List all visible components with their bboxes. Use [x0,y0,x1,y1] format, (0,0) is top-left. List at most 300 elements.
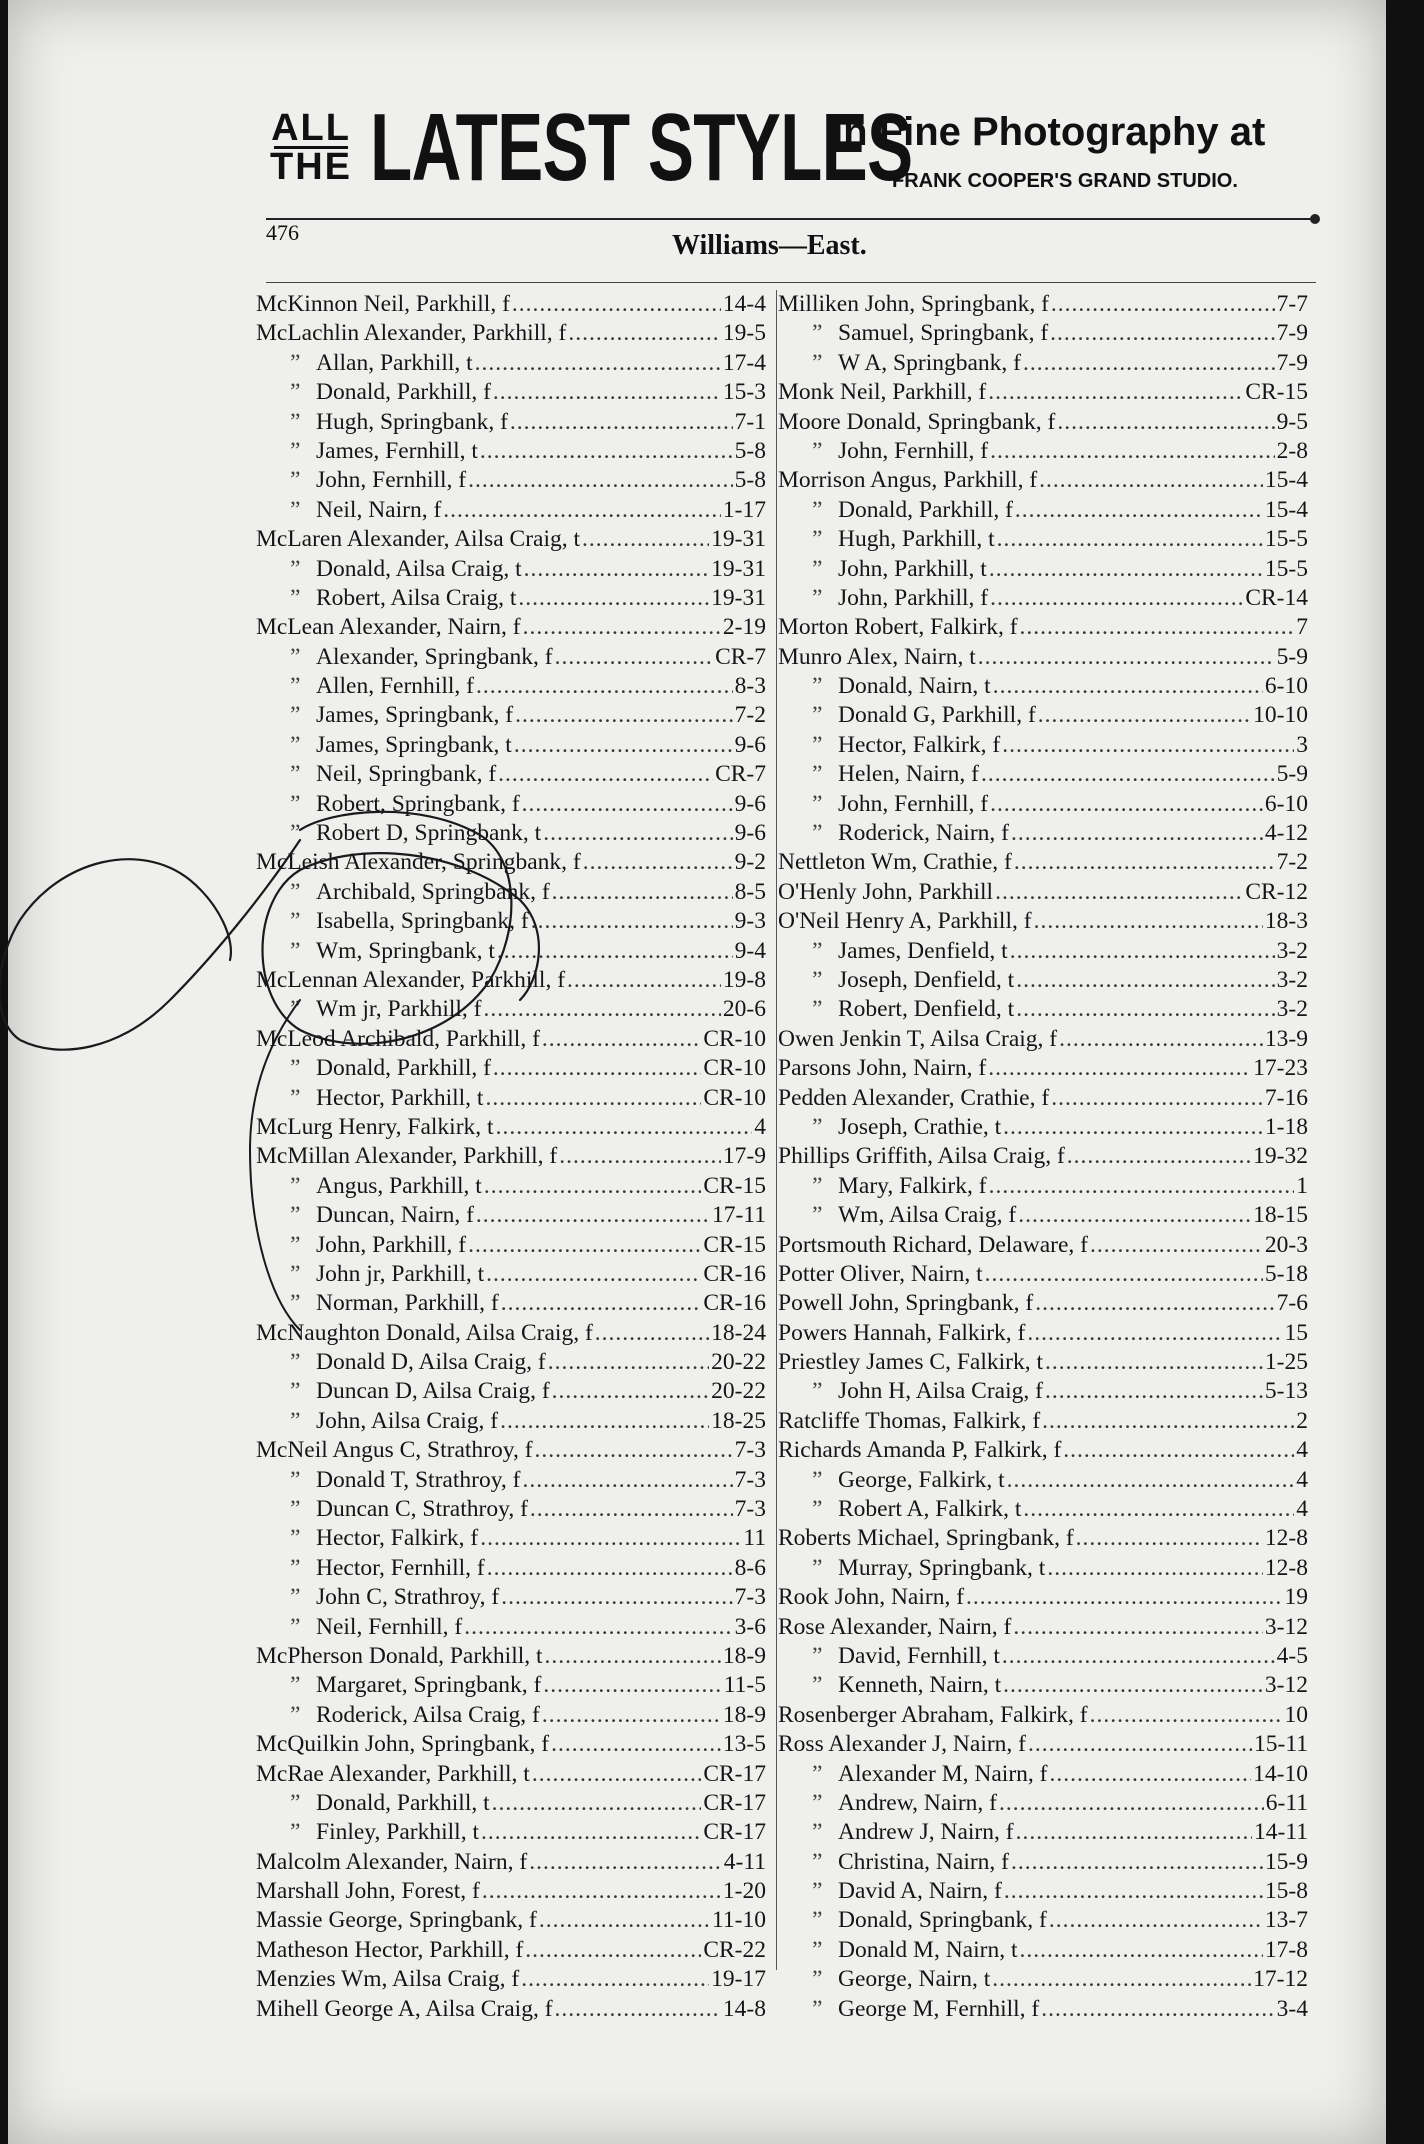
leader-dots [1003,1671,1263,1700]
entry-name: Donald, Parkhill, f [316,1055,491,1082]
entry-reference: 1-20 [722,1878,766,1905]
ditto-mark: ” [290,379,301,406]
directory-entry [256,1760,766,1789]
entry-name: Andrew, Nairn, f [838,1789,998,1816]
leader-dots [464,1613,732,1642]
entry-name: Donald G, Parkhill, f [838,702,1036,729]
directory-entry [256,1583,766,1612]
ditto-mark: ” [812,731,823,758]
directory-entry [778,760,1308,789]
directory-entry [256,1613,766,1642]
ditto-mark: ” [812,702,823,729]
ditto-mark: ” [290,1055,301,1082]
directory-entry [778,408,1308,437]
ditto-mark: ” [812,1878,823,1905]
entry-name: Andrew J, Nairn, f [838,1819,1014,1846]
entry-reference: 11-5 [723,1672,766,1699]
leader-dots [583,848,733,877]
entry-reference: 15-9 [1264,1848,1308,1875]
leader-dots [1090,1231,1263,1260]
leader-dots [1014,848,1275,877]
directory-entry [778,1818,1308,1847]
directory-entry [256,525,766,554]
entry-name: George, Falkirk, t [838,1466,1005,1493]
entry-name: Rose Alexander, Nairn, f [778,1613,1012,1640]
entry-reference: 2 [1296,1407,1308,1434]
directory-entry [778,290,1308,319]
leader-dots [475,349,721,378]
leader-dots [1034,907,1263,936]
ditto-mark: ” [812,1496,823,1523]
directory-entry [256,1054,766,1083]
entry-name: Isabella, Springbank, f [316,908,529,935]
directory-entry [778,1877,1308,1906]
leader-dots [1003,1113,1263,1142]
ditto-mark: ” [812,320,823,347]
entry-reference: 3-2 [1276,937,1308,964]
entry-name: George, Nairn, t [838,1966,991,1993]
entry-reference: 18-9 [722,1701,766,1728]
entry-name: John, Ailsa Craig, f [316,1407,499,1434]
entry-name: McQuilkin John, Springbank, f [256,1731,550,1758]
entry-name: Duncan, Nairn, f [316,1202,474,1229]
ditto-mark: ” [290,496,301,523]
leader-dots [512,290,721,319]
entry-name: Malcolm Alexander, Nairn, f [256,1848,528,1875]
ditto-mark: ” [290,1202,301,1229]
ditto-mark: ” [290,1819,301,1846]
entry-name: McLean Alexander, Nairn, f [256,614,521,641]
leader-dots [1023,1495,1294,1524]
leader-dots [476,1201,710,1230]
leader-dots [1042,1407,1294,1436]
entry-reference: 15-11 [1254,1731,1308,1758]
entry-reference: 9-2 [734,849,766,876]
directory-entry [256,1818,766,1847]
ditto-mark: ” [290,1466,301,1493]
leader-dots [1016,995,1274,1024]
directory-entry [256,1936,766,1965]
directory-entry [256,1701,766,1730]
entry-reference: 9-4 [734,937,766,964]
entry-name: Powers Hannah, Falkirk, f [778,1319,1026,1346]
ditto-mark: ” [290,1613,301,1640]
leader-dots [487,1554,733,1583]
entry-reference: CR-17 [703,1819,766,1846]
directory-entry [778,1789,1308,1818]
entry-name: John C, Strathroy, f [316,1584,500,1611]
left-column [256,290,766,2024]
leader-dots [1050,319,1275,348]
entry-name: Kenneth, Nairn, t [838,1672,1002,1699]
entry-name: McLennan Alexander, Parkhill, f [256,966,566,993]
ditto-mark: ” [812,1995,823,2022]
entry-name: O'Neil Henry A, Parkhill, f [778,908,1032,935]
directory-entry [256,408,766,437]
entry-name: Owen Jenkin T, Ailsa Craig, f [778,1025,1058,1052]
directory-entry [256,1348,766,1377]
leader-dots [555,1995,721,2024]
entry-name: Robert, Denfield, t [838,996,1015,1023]
entry-reference: CR-10 [703,1084,766,1111]
leader-dots [1059,1025,1263,1054]
directory-entry [256,1172,766,1201]
entry-reference: CR-15 [703,1172,766,1199]
ditto-mark: ” [290,1584,301,1611]
directory-entry [256,466,766,495]
leader-dots [1010,937,1275,966]
directory-entry [256,584,766,613]
ditto-mark: ” [290,1525,301,1552]
directory-entry [778,937,1308,966]
entry-name: McLeod Archibald, Parkhill, f [256,1025,540,1052]
entry-reference: 15-4 [1264,496,1308,523]
leader-dots [523,1466,733,1495]
leader-dots [493,1054,701,1083]
directory-entry [256,878,766,907]
leader-dots [990,437,1275,466]
entry-name: Wm, Ailsa Craig, f [838,1202,1017,1229]
entry-reference: 20-22 [711,1349,766,1376]
directory-entry [778,907,1308,936]
entry-name: John, Parkhill, t [838,555,987,582]
entry-name: John, Fernhill, f [838,437,989,464]
entry-name: Donald, Parkhill, f [316,379,491,406]
leader-dots [518,584,709,613]
entry-name: Neil, Fernhill, f [316,1613,463,1640]
leader-dots [992,1965,1251,1994]
entry-reference: CR-16 [703,1260,766,1287]
ditto-mark: ” [290,790,301,817]
entry-name: Pedden Alexander, Crathie, f [778,1084,1050,1111]
entry-reference: 9-6 [734,790,766,817]
leader-dots [532,1760,702,1789]
entry-name: Richards Amanda P, Falkirk, f [778,1437,1062,1464]
leader-dots [492,1789,702,1818]
directory-entry [778,1554,1308,1583]
directory-entry [778,1995,1308,2024]
ditto-mark: ” [812,1760,823,1787]
entry-reference: 18-3 [1264,908,1308,935]
ditto-mark: ” [812,1966,823,1993]
ditto-mark: ” [290,408,301,435]
entry-name: McNeil Angus C, Strathroy, f [256,1437,533,1464]
entry-reference: 7-6 [1276,1290,1308,1317]
directory-entry [778,701,1308,730]
leader-dots [1027,1319,1282,1348]
entry-name: John, Fernhill, f [838,790,989,817]
entry-reference: 1-17 [722,496,766,523]
entry-name: W A, Springbank, f [838,349,1021,376]
directory-entry [256,1906,766,1935]
leader-dots [552,1377,710,1406]
entry-name: Marshall John, Forest, f [256,1878,480,1905]
directory-entry [256,1466,766,1495]
ditto-mark: ” [290,584,301,611]
leader-dots [1018,1201,1251,1230]
directory-entry [778,966,1308,995]
leader-dots [966,1583,1282,1612]
entry-reference: 17-11 [712,1202,766,1229]
entry-reference: 7-9 [1276,349,1308,376]
entry-reference: CR-12 [1245,878,1308,905]
directory-entry [778,1965,1308,1994]
leader-dots [531,907,733,936]
entry-name: Neil, Springbank, f [316,761,497,788]
entry-reference: 5-18 [1264,1260,1308,1287]
directory-entry [256,496,766,525]
entry-reference: 7-16 [1264,1084,1308,1111]
entry-name: Duncan C, Strathroy, f [316,1496,528,1523]
entry-name: James, Denfield, t [838,937,1008,964]
page-number: 476 [266,220,299,245]
ditto-mark: ” [290,1231,301,1258]
entry-reference: 6-10 [1264,673,1308,700]
entry-reference: 15-4 [1264,467,1308,494]
ditto-mark: ” [290,1672,301,1699]
entry-name: Donald, Nairn, t [838,673,991,700]
entry-name: James, Springbank, t [316,731,512,758]
directory-entry [778,584,1308,613]
entry-reference: 5-8 [734,467,766,494]
entry-reference: 3-2 [1276,996,1308,1023]
ditto-mark: ” [812,996,823,1023]
leader-dots [1039,466,1263,495]
leader-dots [514,731,733,760]
leader-dots [548,1348,709,1377]
entry-reference: 9-6 [734,820,766,847]
entry-reference: 10-10 [1253,702,1308,729]
column-head-rule [266,282,1316,283]
column-divider [776,290,777,1970]
leader-dots [1035,1289,1274,1318]
entry-reference: 14-10 [1253,1760,1308,1787]
entry-reference: 6-11 [1265,1789,1308,1816]
header-rule [266,218,1316,220]
leader-dots [1023,349,1275,378]
leader-dots [523,613,721,642]
entry-reference: 6-10 [1264,790,1308,817]
directory-entry [778,1319,1308,1348]
entry-reference: 18-15 [1253,1202,1308,1229]
directory-entry [256,1025,766,1054]
directory-entry [778,378,1308,407]
entry-name: Wm jr, Parkhill, f [316,996,482,1023]
directory-entry [778,995,1308,1024]
leader-dots [1051,1084,1263,1113]
entry-reference: 19 [1284,1584,1308,1611]
entry-reference: 3-12 [1264,1613,1308,1640]
leader-dots [582,525,709,554]
ditto-mark: ” [290,820,301,847]
entry-name: Archibald, Springbank, f [316,878,550,905]
entry-name: O'Henly John, Parkhill [778,878,994,905]
entry-name: Powell John, Springbank, f [778,1290,1034,1317]
directory-entry [256,290,766,319]
entry-name: George M, Fernhill, f [838,1995,1040,2022]
leader-dots [1045,1348,1263,1377]
leader-dots [985,1260,1263,1289]
entry-reference: CR-15 [703,1231,766,1258]
directory-entry [778,848,1308,877]
entry-reference: CR-7 [715,643,766,670]
leader-dots [484,1172,702,1201]
ditto-mark: ” [290,761,301,788]
directory-entry [256,760,766,789]
directory-entry [256,1319,766,1348]
leader-dots [468,1231,701,1260]
entry-reference: CR-17 [703,1789,766,1816]
directory-entry [256,1554,766,1583]
leader-dots [468,466,733,495]
entry-reference: 5-9 [1276,761,1308,788]
entry-name: John, Fernhill, f [316,467,467,494]
entry-name: Neil, Nairn, f [316,496,442,523]
directory-entry [256,1260,766,1289]
leader-dots [1007,1466,1295,1495]
entry-name: Menzies Wm, Ailsa Craig, f [256,1966,520,1993]
directory-entry [778,1025,1308,1054]
directory-entry [256,1084,766,1113]
entry-reference: 19-31 [711,584,766,611]
entry-reference: 2-19 [722,614,766,641]
leader-dots [486,1260,701,1289]
directory-entry [256,1113,766,1142]
leader-dots [481,1818,701,1847]
directory-entry [256,555,766,584]
leader-dots [480,437,733,466]
leader-dots [535,1436,733,1465]
leader-dots [1049,1760,1251,1789]
directory-entry [256,966,766,995]
leader-dots [988,1054,1251,1083]
leader-dots [1004,1877,1263,1906]
leader-dots [485,1084,701,1113]
ditto-mark: ” [812,1672,823,1699]
ditto-mark: ” [290,1701,301,1728]
leader-dots [993,672,1263,701]
leader-dots [543,819,732,848]
entry-reference: 17-8 [1264,1936,1308,1963]
entry-reference: 20-6 [722,996,766,1023]
entry-name: Donald, Parkhill, f [838,496,1013,523]
entry-name: Joseph, Crathie, t [838,1113,1002,1140]
directory-entry [256,1848,766,1877]
entry-name: Munro Alex, Nairn, t [778,643,976,670]
entry-name: Massie George, Springbank, f [256,1907,537,1934]
directory-entry [256,848,766,877]
entry-name: Roderick, Nairn, f [838,820,1009,847]
directory-entry [778,1671,1308,1700]
ditto-mark: ” [290,1172,301,1199]
entry-reference: 7 [1296,614,1308,641]
entry-name: Donald T, Strathroy, f [316,1466,521,1493]
ditto-mark: ” [290,467,301,494]
directory-entry [778,1701,1308,1730]
directory-entry [256,1642,766,1671]
entry-reference: CR-22 [703,1936,766,1963]
entry-reference: 4-11 [723,1848,766,1875]
ditto-mark: ” [290,349,301,376]
entry-reference: CR-17 [703,1760,766,1787]
directory-entry [256,437,766,466]
entry-name: Helen, Nairn, f [838,761,979,788]
entry-name: McPherson Donald, Parkhill, t [256,1642,543,1669]
leader-dots [1041,1995,1274,2024]
leader-dots [539,1906,710,1935]
directory-entry [778,1289,1308,1318]
entry-reference: 8-5 [734,878,766,905]
entry-name: John, Parkhill, f [316,1231,467,1258]
directory-entry [778,349,1308,378]
directory-entry [256,819,766,848]
entry-reference: 3-4 [1276,1995,1308,2022]
ditto-mark: ” [290,878,301,905]
entry-reference: 4 [1296,1466,1308,1493]
entry-name: James, Fernhill, t [316,437,478,464]
entry-reference: 15-5 [1264,526,1308,553]
entry-reference: 13-7 [1264,1907,1308,1934]
leader-dots [551,1730,721,1759]
leader-dots [1016,1818,1252,1847]
leader-dots [542,1025,701,1054]
page-edge-shadow [1386,0,1424,2144]
entry-reference: 7-9 [1276,320,1308,347]
directory-entry [778,1906,1308,1935]
ad-all: ALL [271,107,351,149]
entry-name: James, Springbank, f [316,702,514,729]
entry-reference: 7-3 [734,1496,766,1523]
directory-entry [778,1348,1308,1377]
directory-entry [778,1172,1308,1201]
leader-dots [500,1407,709,1436]
entry-name: Allen, Fernhill, f [316,673,474,700]
entry-reference: 15-8 [1264,1878,1308,1905]
entry-name: Margaret, Springbank, f [316,1672,542,1699]
directory-entry [778,1231,1308,1260]
directory-entry [778,819,1308,848]
entry-name: McLeish Alexander, Springbank, f [256,849,581,876]
entry-reference: 4 [1296,1437,1308,1464]
leader-dots [545,1642,721,1671]
leader-dots [522,790,733,819]
entry-name: McRae Alexander, Parkhill, t [256,1760,530,1787]
directory-entry [256,1877,766,1906]
directory-entry [256,1730,766,1759]
entry-reference: 12-8 [1264,1554,1308,1581]
entry-name: Joseph, Denfield, t [838,966,1015,993]
ditto-mark: ” [812,790,823,817]
directory-entry [778,1613,1308,1642]
leader-dots [990,584,1243,613]
running-head: Williams—East. [672,230,867,261]
entry-reference: 11 [743,1525,766,1552]
entry-reference: 13-5 [722,1731,766,1758]
leader-dots [1016,966,1274,995]
leader-dots [997,525,1263,554]
directory-entry [256,701,766,730]
entry-reference: 20-3 [1264,1231,1308,1258]
entry-name: Hugh, Parkhill, t [838,526,995,553]
leader-dots [595,1319,709,1348]
ditto-mark: ” [290,643,301,670]
ditto-mark: ” [290,702,301,729]
entry-reference: 1-18 [1264,1113,1308,1140]
entry-name: John H, Ailsa Craig, f [838,1378,1043,1405]
entry-name: Finley, Parkhill, t [316,1819,479,1846]
ditto-mark: ” [290,731,301,758]
entry-reference: 19-8 [722,966,766,993]
